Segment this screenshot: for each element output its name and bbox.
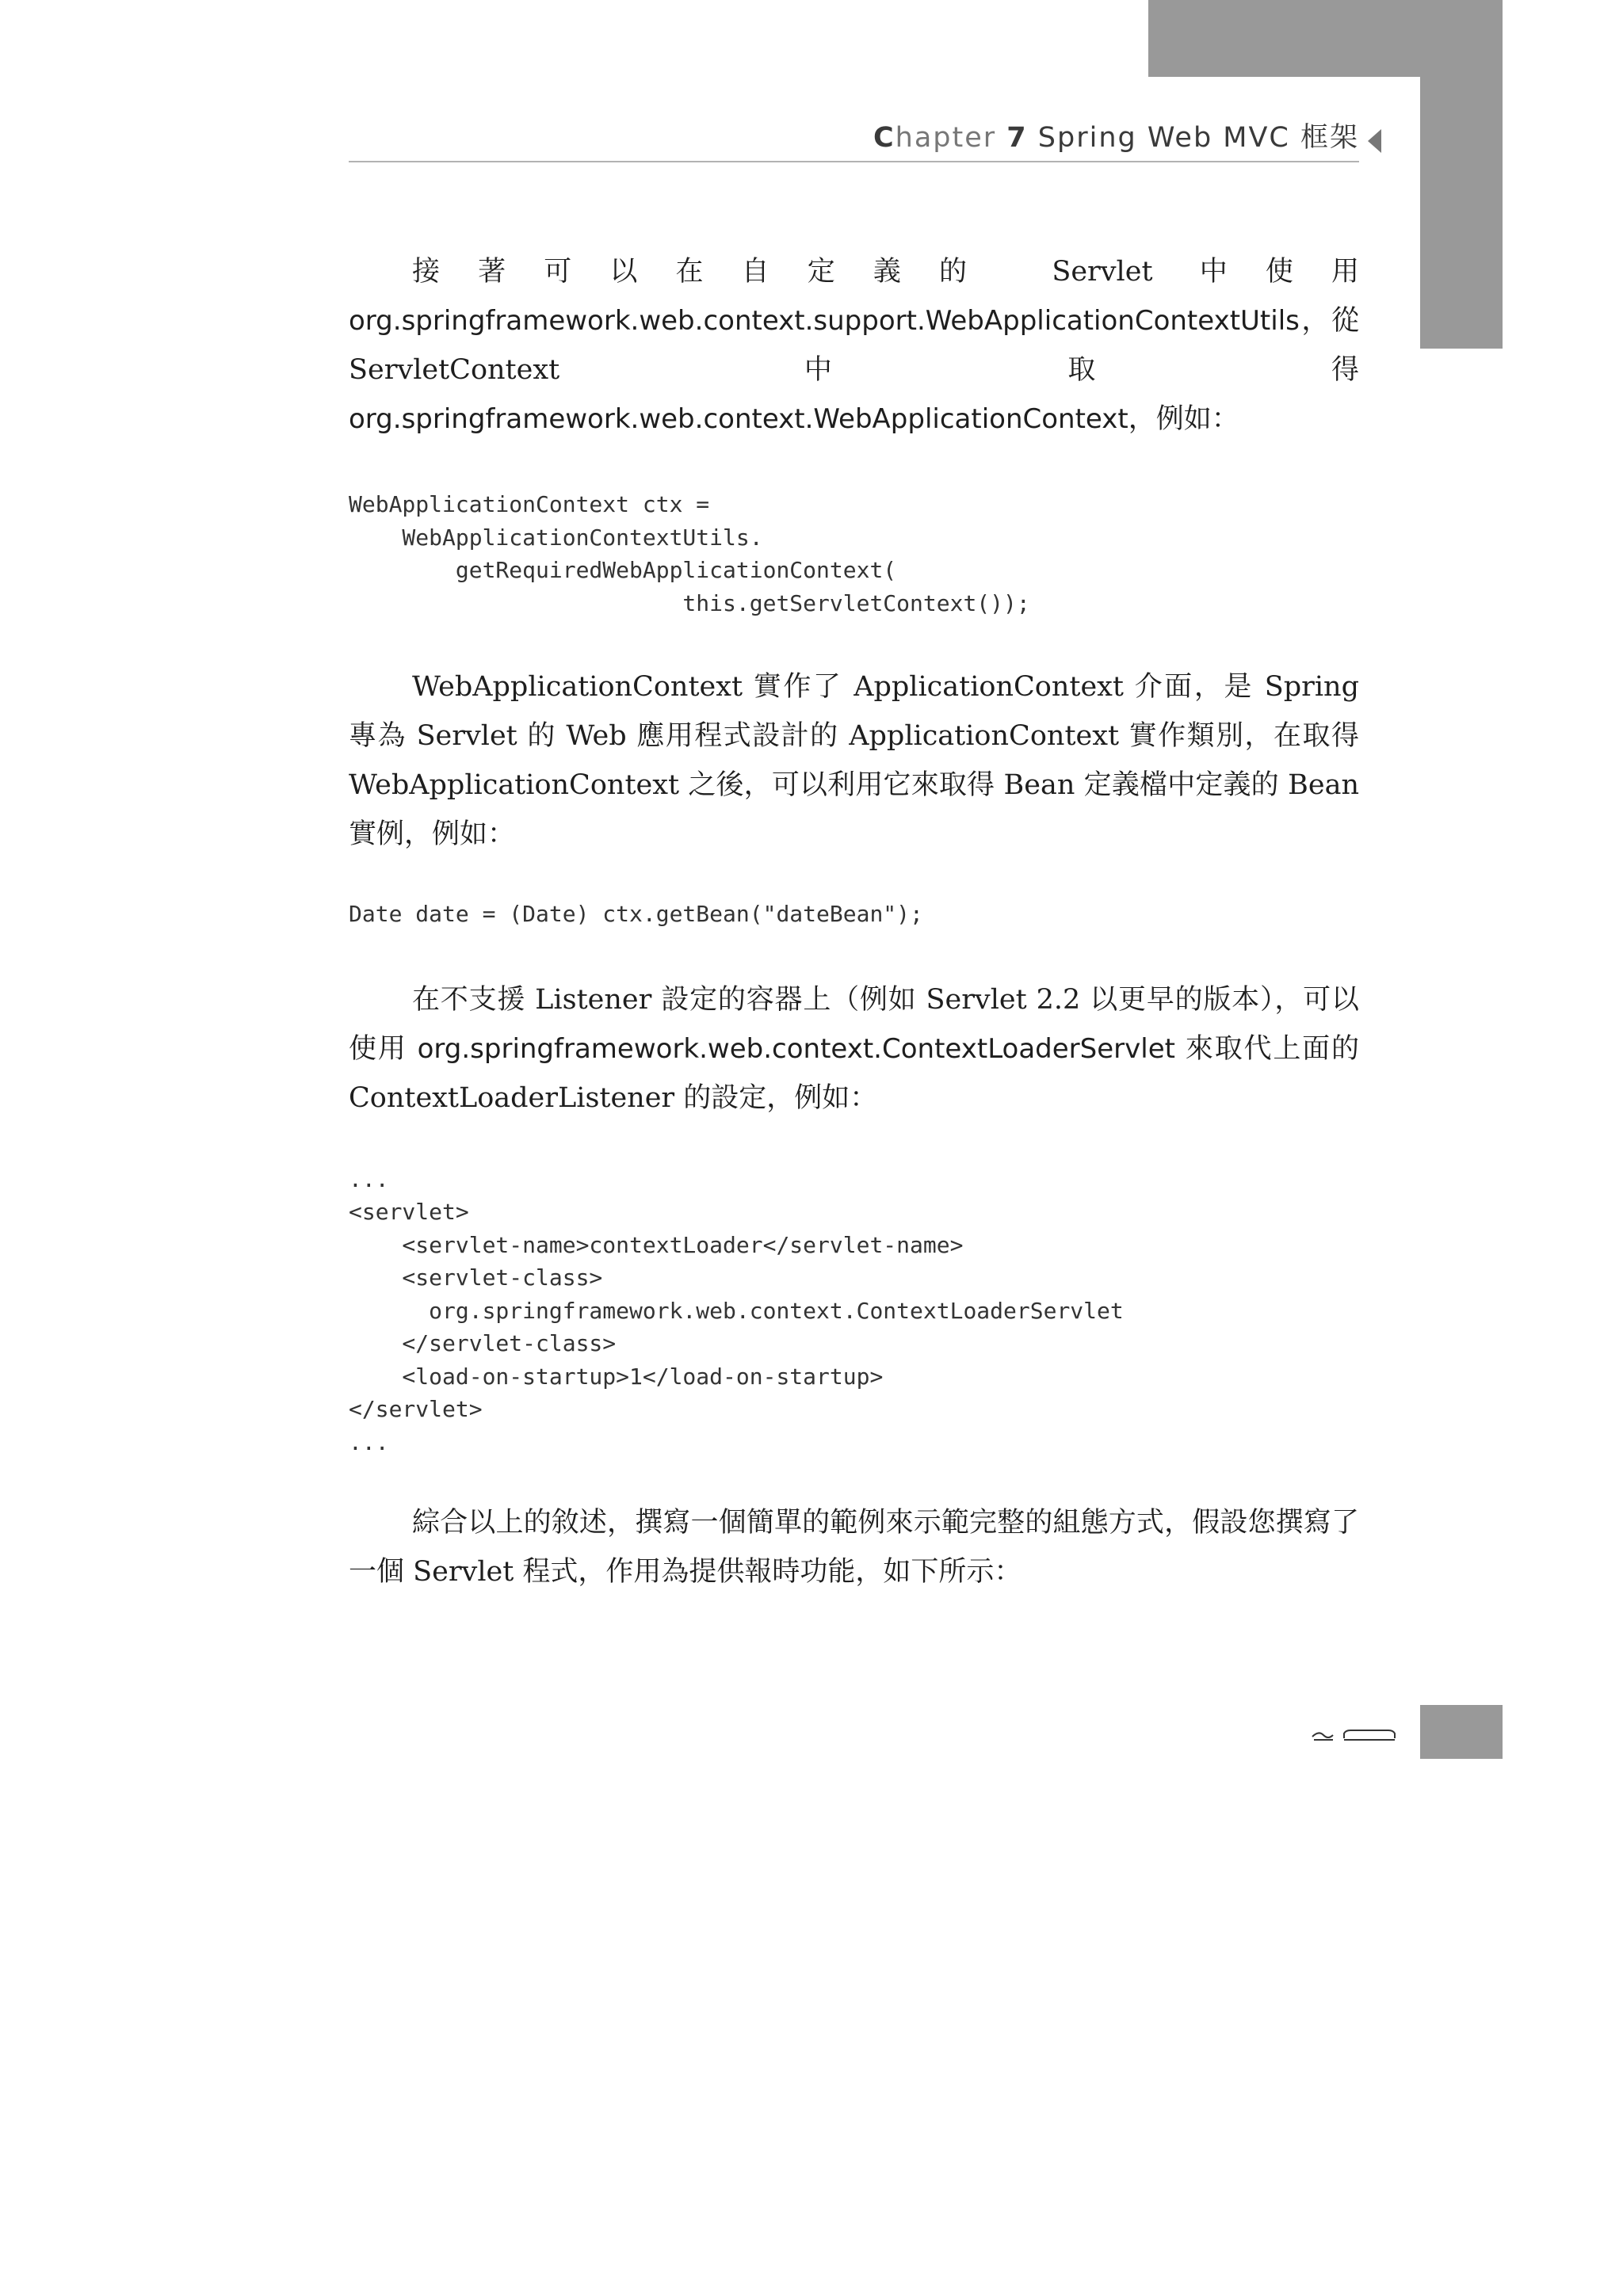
code-block-1: WebApplicationContext ctx = WebApplicationContextUtils. getRequiredWebApplicationContext( this.getServletContext());	[349, 491, 1030, 616]
chapter-title: Spring Web MVC 框架	[1027, 122, 1359, 154]
chapter-initial: C	[873, 122, 896, 154]
running-header	[349, 116, 1359, 157]
paragraph-1	[349, 247, 1359, 444]
paragraph-1-text-a: 接著可以在自定義的 Servlet 中使用	[412, 256, 1359, 288]
paragraph-1-text-e: ，例如：	[1128, 403, 1239, 435]
chapter-tab-side	[1420, 77, 1503, 349]
page-number-mark	[1309, 1719, 1404, 1745]
code-block-2: Date date = (Date) ctx.getBean("dateBean");	[349, 901, 923, 927]
code-block-3: ... <servlet> <servlet-name>contextLoader</servlet-name> <servlet-class> org.springframework.web.context.ContextLoaderServlet </servlet-class> <load-on-startup>1</load-on-startup> </servlet> ...	[349, 1165, 1124, 1455]
chapter-arrow-icon	[1368, 129, 1381, 153]
chapter-tab-bottom	[1420, 1705, 1503, 1759]
paragraph-1-class-name: org.springframework.web.context.support.WebApplicationContextUtils	[349, 305, 1300, 337]
paragraph-1-text-c: ，從 ServletContext 中取得	[349, 305, 1359, 386]
paragraph-2: WebApplicationContext 實作了 ApplicationContext 介面，是 Spring 專為 Servlet 的 Web 應用程式設計的 ApplicationContext 實作類別，在取得 WebApplicationContext 之後，可以利用它來取得 Bean 定義檔中定義的 Bean 實例，例如：	[349, 671, 1359, 850]
paragraph-3-class-name: org.springframework.web.context.ContextLoaderServlet	[417, 1032, 1175, 1065]
paragraph-4: 綜合以上的敘述，撰寫一個簡單的範例來示範完整的組態方式，假設您撰寫了一個 Servlet 程式，作用為提供報時功能，如下所示：	[349, 1507, 1359, 1588]
paragraph-3-text-c: 來取代上面的 ContextLoaderListener 的設定，例如：	[349, 1032, 1359, 1114]
paragraph-3-text-a: 在不支援 Listener 設定的容器上（例如 Servlet 2.2 以更早的版本），可以使用	[349, 983, 1359, 1065]
chapter-tab-top	[1148, 0, 1503, 77]
paragraph-3	[349, 975, 1359, 1123]
chapter-word: hapter	[895, 122, 1007, 154]
page-body	[349, 247, 1359, 1596]
header-rule	[349, 161, 1359, 162]
paragraph-1-interface-name: org.springframework.web.context.WebApplicationContext	[349, 403, 1128, 435]
chapter-number: 7	[1006, 122, 1028, 154]
